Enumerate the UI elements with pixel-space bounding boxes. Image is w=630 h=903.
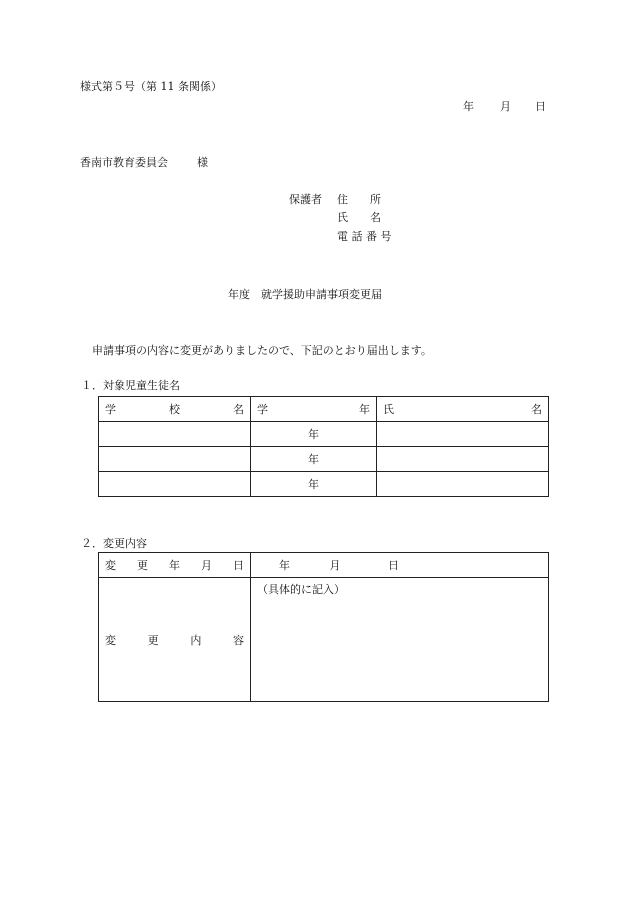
name-cell[interactable] bbox=[377, 472, 549, 497]
school-cell[interactable] bbox=[99, 422, 251, 447]
change-content-hint: （具体的に記入） bbox=[257, 583, 345, 596]
section2-heading: ２．変更内容 bbox=[81, 537, 147, 550]
grade-cell[interactable]: 年 bbox=[251, 422, 377, 447]
guardian-phone-label: 電 話 番 号 bbox=[337, 230, 392, 243]
change-date-label-text: 変 更 年 月 日 bbox=[105, 559, 244, 572]
guardian-label: 保護者 bbox=[289, 193, 322, 206]
date-month-label: 月 bbox=[500, 100, 511, 113]
school-cell[interactable] bbox=[99, 472, 251, 497]
date-day-label: 日 bbox=[535, 100, 546, 113]
student-table bbox=[98, 396, 549, 497]
table-row bbox=[99, 447, 549, 472]
student-table-header bbox=[99, 397, 549, 422]
change-table bbox=[98, 552, 549, 702]
change-content-row bbox=[99, 578, 549, 702]
name-cell[interactable] bbox=[377, 447, 549, 472]
form-number: 様式第５号（第 11 条関係） bbox=[80, 80, 222, 93]
change-date-label bbox=[99, 553, 251, 578]
grade-cell[interactable]: 年 bbox=[251, 447, 377, 472]
header-school-text: 学 校 名 bbox=[105, 403, 244, 416]
guardian-name-label: 氏 名 bbox=[337, 211, 381, 224]
header-name bbox=[377, 397, 549, 422]
date-year-label: 年 bbox=[463, 100, 474, 113]
change-date-day: 日 bbox=[388, 559, 399, 572]
header-grade-text: 学 年 bbox=[257, 403, 370, 416]
header-name-text: 氏 名 bbox=[383, 403, 542, 416]
table-row bbox=[99, 472, 549, 497]
school-cell[interactable] bbox=[99, 447, 251, 472]
change-content-field[interactable] bbox=[251, 578, 549, 702]
table-row bbox=[99, 422, 549, 447]
addressee-name: 香南市教育委員会 bbox=[80, 156, 168, 169]
name-cell[interactable] bbox=[377, 422, 549, 447]
grade-cell[interactable]: 年 bbox=[251, 472, 377, 497]
change-date-month: 月 bbox=[329, 559, 341, 572]
change-date-row bbox=[99, 553, 549, 578]
document-title: 年度 就学援助申請事項変更届 bbox=[228, 288, 382, 301]
header-grade bbox=[251, 397, 377, 422]
change-content-label-text: 変 更 内 容 bbox=[105, 633, 244, 647]
intro-text: 申請事項の内容に変更がありましたので、下記のとおり届出します。 bbox=[92, 344, 432, 357]
change-content-label bbox=[99, 578, 251, 702]
addressee-honorific: 様 bbox=[197, 156, 208, 169]
guardian-address-label: 住 所 bbox=[337, 193, 381, 206]
change-date-year: 年 bbox=[279, 559, 290, 572]
section1-heading: １．対象児童生徒名 bbox=[81, 379, 180, 392]
change-date-value[interactable] bbox=[251, 553, 549, 578]
header-school bbox=[99, 397, 251, 422]
